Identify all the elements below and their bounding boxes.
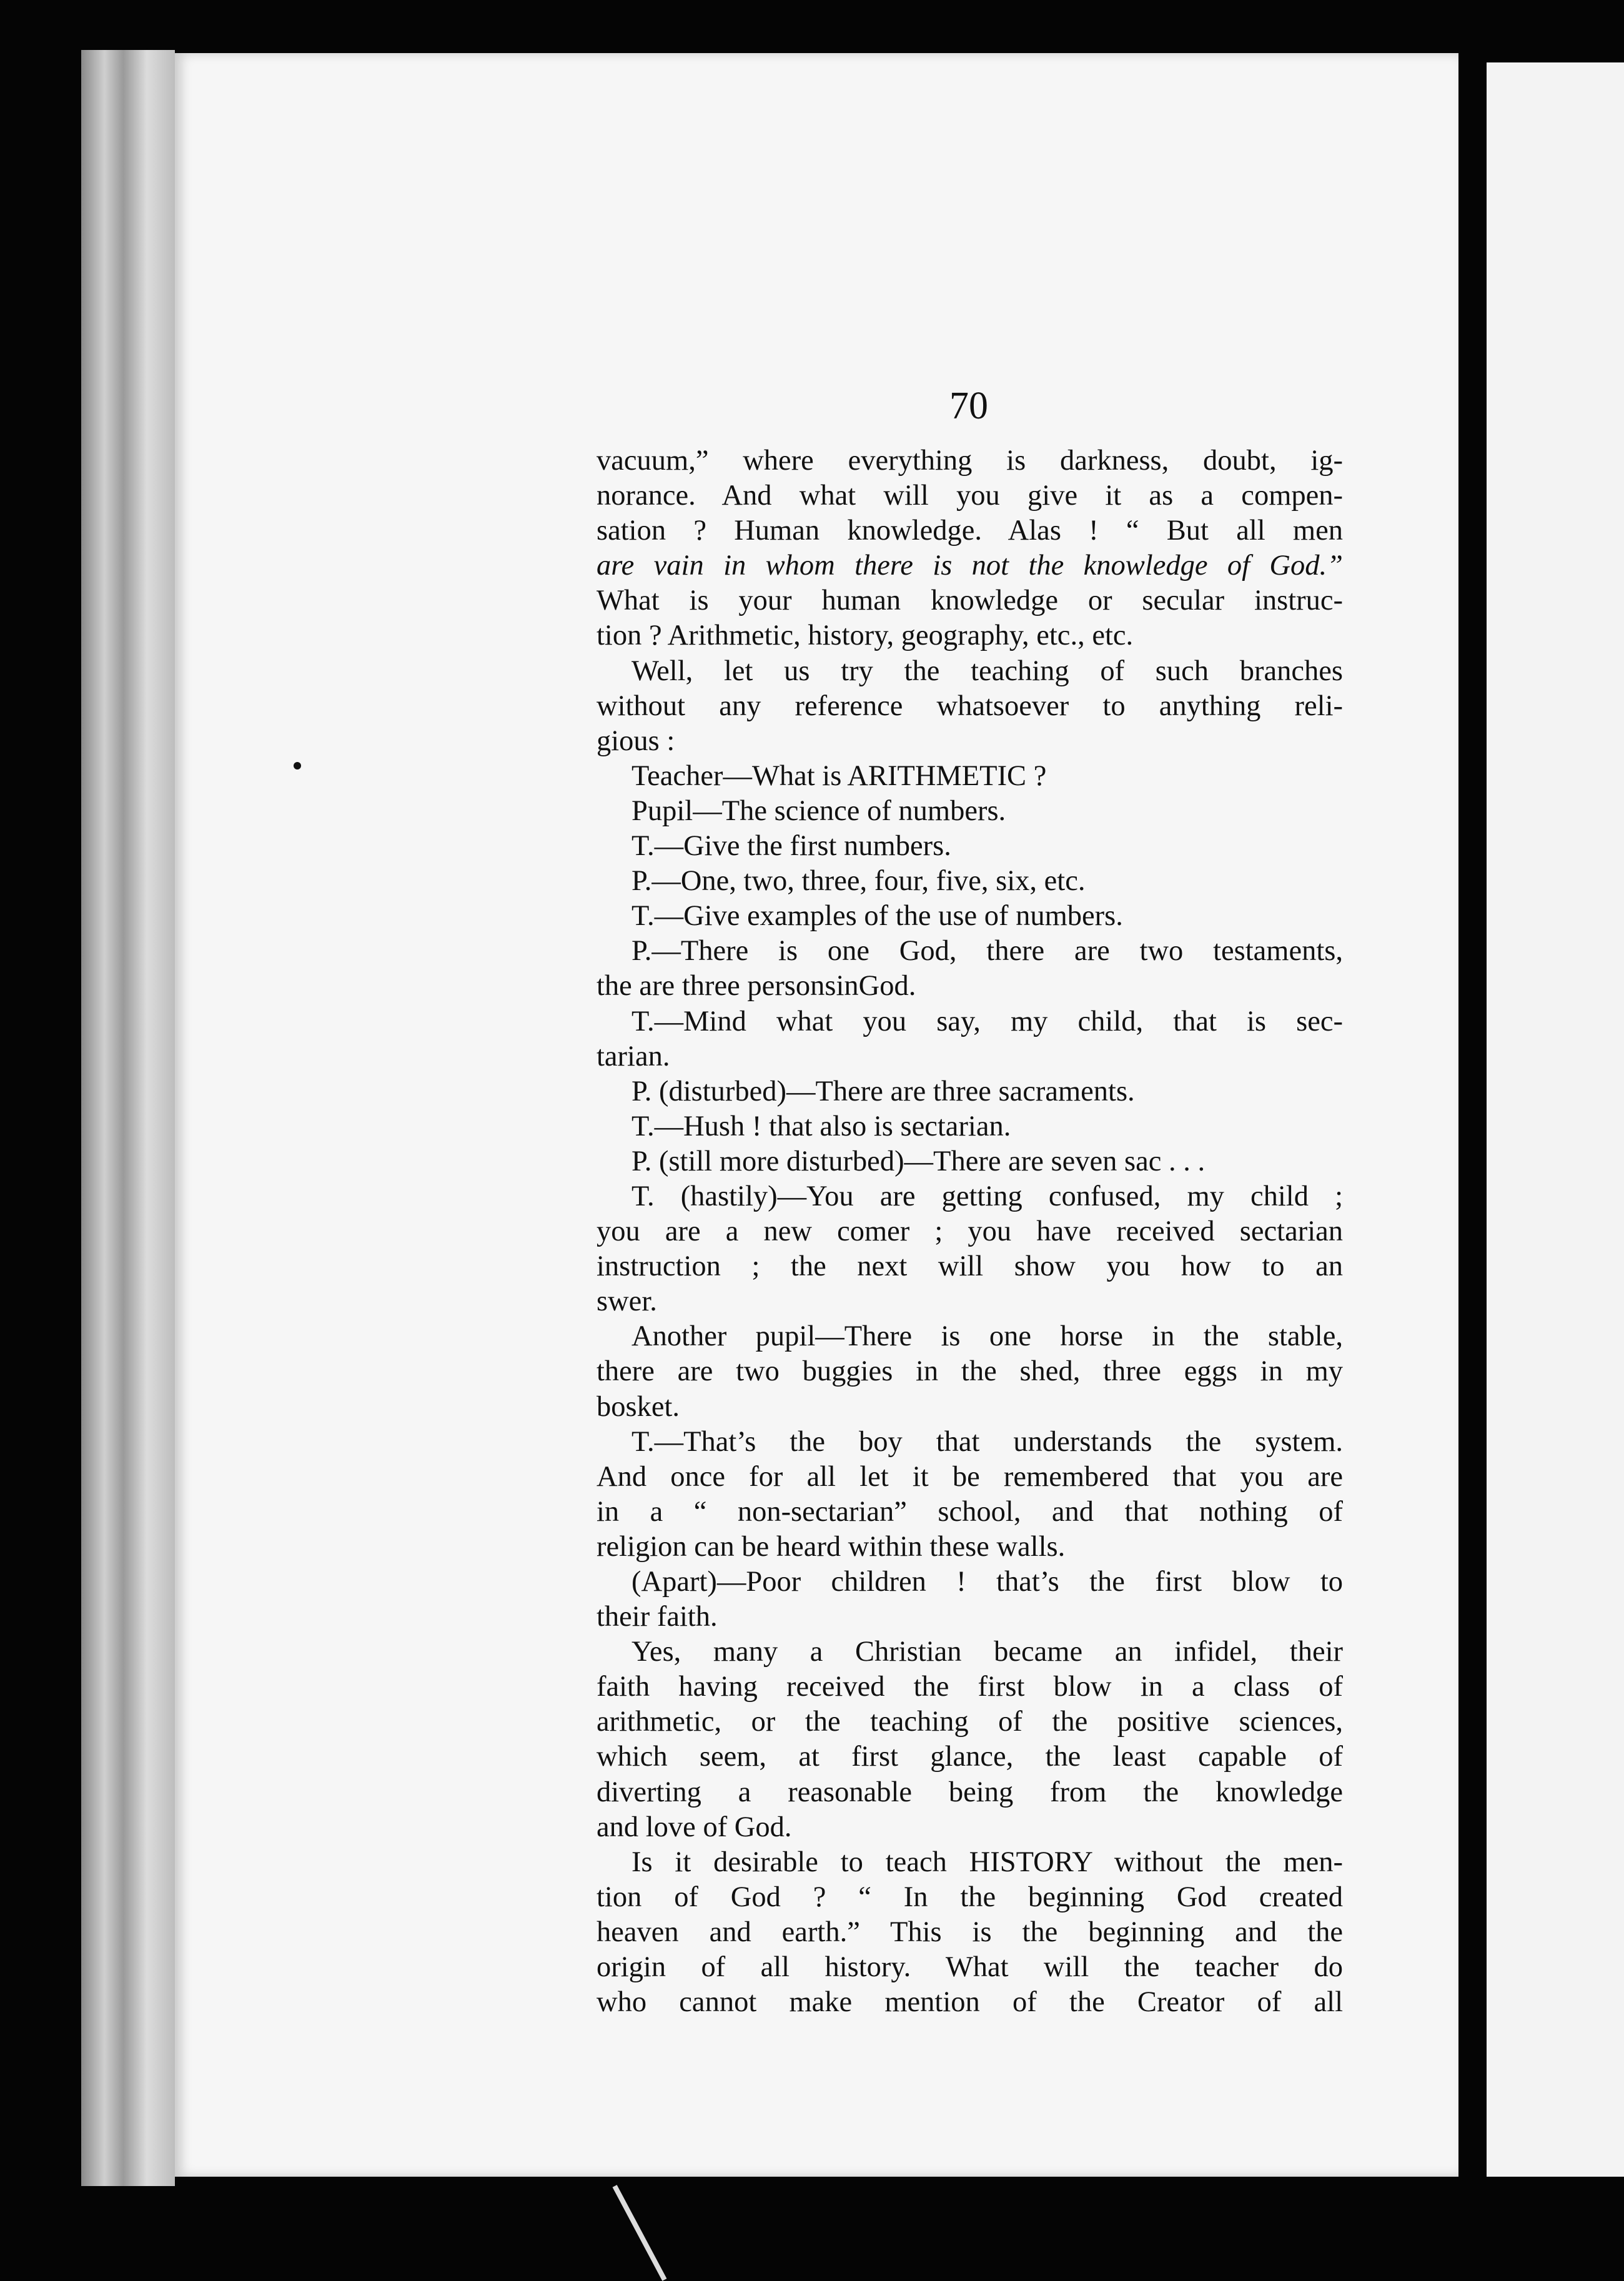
scanned-book-page [175, 53, 1458, 2177]
text-line: P.—There is one God, there are two testaments, [631, 935, 1343, 967]
body-text [597, 443, 1343, 2020]
text-line: gious : [597, 725, 675, 757]
text-line: instruction ; the next will show you how to an [597, 1250, 1343, 1283]
text-line: P. (disturbed)—There are three sacraments. [631, 1075, 1135, 1107]
text-line: T.—That’s the boy that understands the system. [631, 1425, 1343, 1458]
text-line: without any reference whatsoever to anything reli- [597, 690, 1343, 722]
text-line: bosket. [597, 1390, 680, 1423]
text-line: Teacher—What is ARITHMETIC ? [631, 760, 1047, 792]
text-line: heaven and earth.” This is the beginning and the [597, 1916, 1343, 1948]
text-line: P. (still more disturbed)—There are seven sac . . . [631, 1145, 1206, 1177]
text-line: P.—One, two, three, four, five, six, etc. [631, 865, 1086, 898]
text-line: faith having received the first blow in a class of [597, 1671, 1343, 1703]
ink-speck [294, 762, 301, 769]
text-line: T.—Hush ! that also is sectarian. [631, 1110, 1011, 1142]
text-line: T. (hastily)—You are getting confused, my child ; [631, 1180, 1343, 1212]
text-line: you are a new comer ; you have received sectarian [597, 1215, 1343, 1248]
text-line: there are two buggies in the shed, three eggs in my [597, 1355, 1343, 1388]
text-line: T.—Give the first numbers. [631, 830, 951, 863]
text-line: and love of God. [597, 1811, 792, 1843]
text-line: Well, let us try the teaching of such branches [631, 655, 1343, 687]
text-line: arithmetic, or the teaching of the positive sciences, [597, 1706, 1343, 1738]
text-line: T.—Mind what you say, my child, that is sec- [631, 1005, 1343, 1037]
text-line: which seem, at first glance, the least capable of [597, 1741, 1343, 1773]
text-line: And once for all let it be remembered that you are [597, 1460, 1343, 1493]
text-line: What is your human knowledge or secular instruc- [597, 585, 1343, 617]
text-line: in a “ non-sectarian” school, and that nothing of [597, 1495, 1343, 1528]
page-number: 70 [949, 385, 988, 427]
text-line: diverting a reasonable being from the knowledge [597, 1776, 1343, 1808]
text-line: sation ? Human knowledge. Alas ! “ But all men [597, 515, 1343, 547]
text-line: tion ? Arithmetic, history, geography, etc., etc. [597, 620, 1134, 652]
text-line: vacuum,” where everything is darkness, doubt, ig- [597, 445, 1343, 477]
text-line: norance. And what will you give it as a compen- [597, 480, 1343, 512]
text-line: are vain in whom there is not the knowledge of God.” [597, 550, 1343, 582]
text-line: swer. [597, 1285, 657, 1318]
book-spine-edge [81, 50, 175, 2186]
text-line: Yes, many a Christian became an infidel, their [631, 1636, 1343, 1668]
text-line: their faith. [597, 1601, 718, 1633]
text-line: who cannot make mention of the Creator of all [597, 1986, 1343, 2019]
text-line: origin of all history. What will the teacher do [597, 1951, 1343, 1984]
text-line: tarian. [597, 1040, 670, 1072]
facing-page-edge [1487, 62, 1624, 2177]
text-line: Is it desirable to teach HISTORY without the men- [631, 1846, 1343, 1878]
text-line: T.—Give examples of the use of numbers. [631, 900, 1123, 933]
text-line: (Apart)—Poor children ! that’s the first blow to [631, 1566, 1343, 1598]
text-line: religion can be heard within these walls. [597, 1530, 1066, 1563]
text-line: Another pupil—There is one horse in the stable, [631, 1320, 1343, 1353]
paper-crease-mark [613, 2185, 667, 2281]
text-line: Pupil—The science of numbers. [631, 794, 1006, 827]
text-line: tion of God ? “ In the beginning God created [597, 1881, 1343, 1913]
text-line: the are three personsinGod. [597, 970, 916, 1002]
